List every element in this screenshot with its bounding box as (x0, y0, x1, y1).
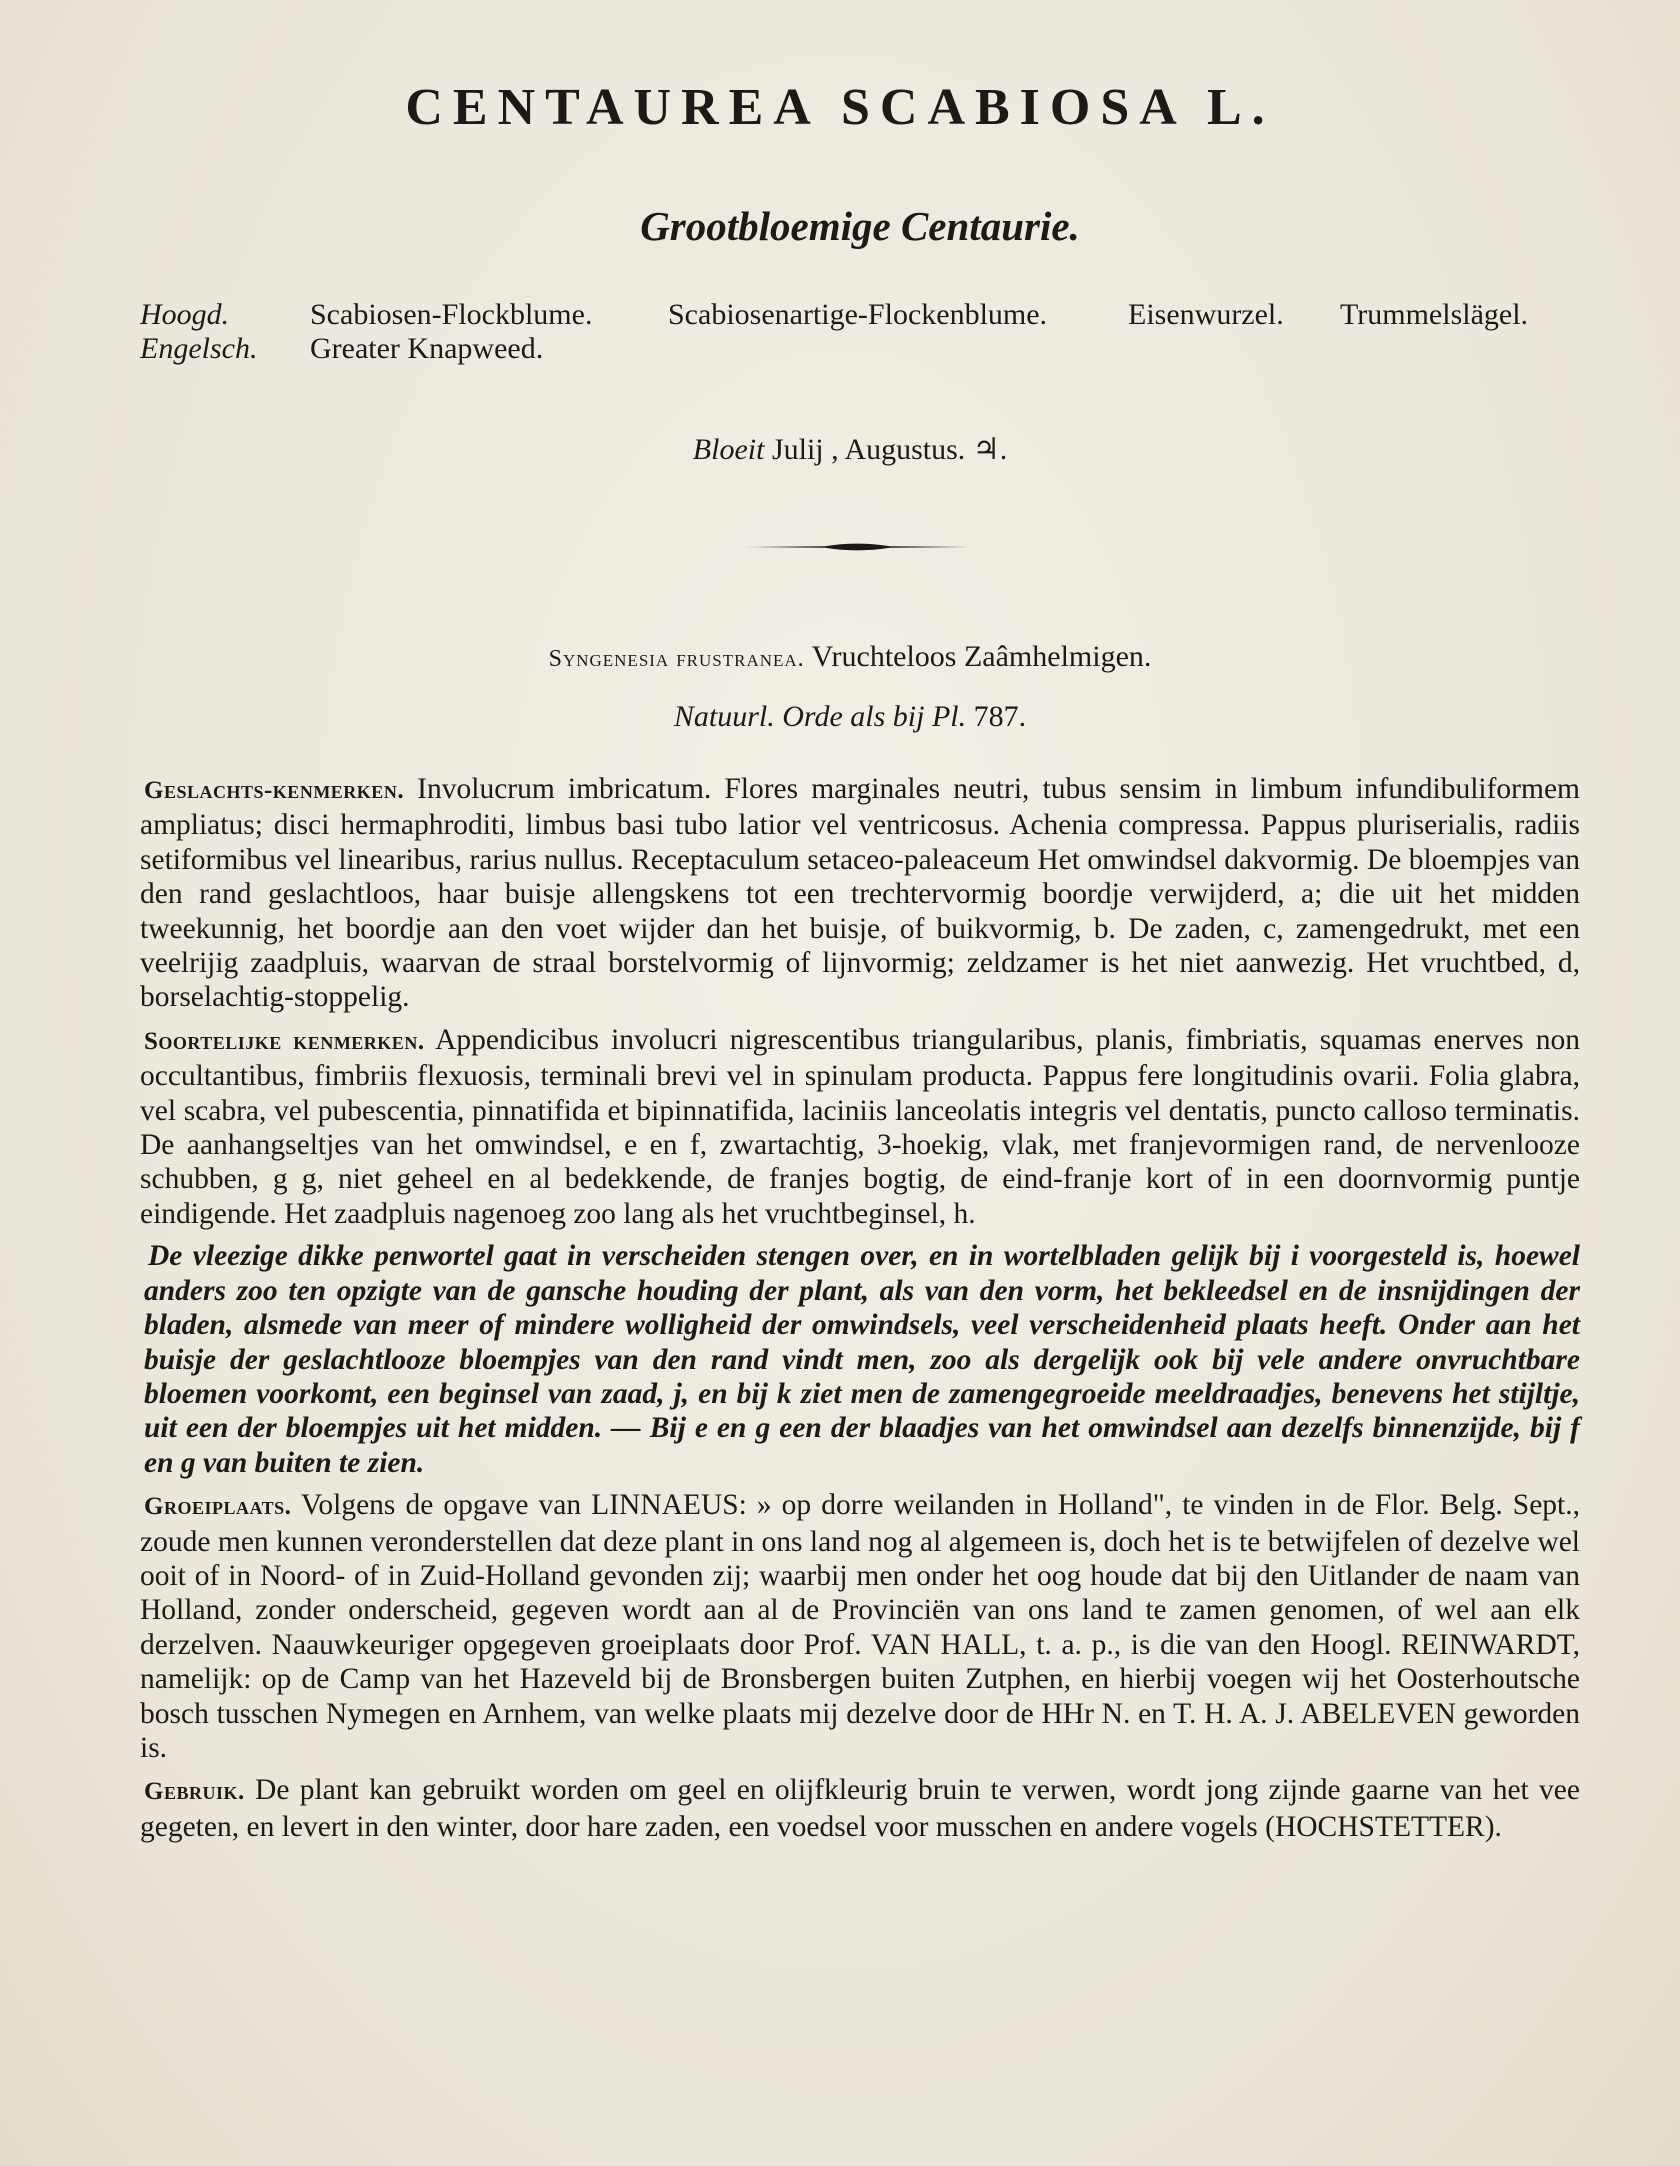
section-heading: Groeiplaats. (144, 1493, 292, 1521)
vernacular-name: Greater Knapweed. (310, 332, 544, 365)
page-title: CENTAUREA SCABIOSA L. (405, 79, 1275, 136)
section-heading: Soortelijke kenmerken. (144, 1027, 425, 1055)
class-dutch: Vruchteloos Zaâmhelmigen. (804, 640, 1152, 673)
linnaean-class (0, 640, 1680, 674)
ornamental-rule (745, 540, 970, 554)
order-number: 787. (973, 700, 1027, 733)
natural-order (0, 700, 1680, 734)
bloom-period (0, 432, 1680, 467)
section-heading: Geslachts-kenmerken. (144, 777, 405, 804)
section-text: Involucrum imbricatum. Flores marginales neutri, tubus sensim in limbum infundibuliformem ampliatus; disci hermaphroditi, limbus basi tubo latior vel ventricosus. Achenia compressa. Pappus pluriserialis, radiis setiformibus vel linearibus, rarius nullus. Receptaculum setaceo-paleaceum Het omwindsel dakvormig. De bloempjes van den rand geslachtloos, haar buisje allengskens tot een trechtervormig boordje verwijderd, a; die uit het midden tweekunnig, het boordje aan den voet wijder dan het buisje, of buikvormig, b. De zaden, c, zamengedrukt, met een veelrijig zaadpluis, waarvan de straal borstelvormig of lijnvormig; zeldzamer is het niet aanwezig. Het vruchtbed, d, borselachtig-stoppelig. (140, 773, 1580, 1014)
order-text: Natuurl. Orde als bij Pl. (673, 700, 974, 733)
dutch-name: Grootbloemige Centaurie. (640, 203, 1080, 249)
habitat (140, 1488, 1580, 1765)
vernacular-row-german (140, 298, 1560, 332)
vernacular-name: Scabiosen-Flockblume. (310, 298, 593, 331)
section-text: Volgens de opgave van LINNAEUS: » op dorre weilanden in Holland", te vinden in de Flor. Belg. Sept., zoude men kunnen veronderstellen dat deze plant in ons land nog al algemeen is, doch het is te betwijfelen of dezelve wel ooit of in Noord- of in Zuid-Holland gevonden zij; waarbij men onder het oog houde dat bij den Uitlander de naam van Holland, zonder onderscheid, gegeven wordt aan al de Provinciën van ons land te zamen genomen, of wel aan elk derzelven. Naauwkeuriger opgegeven groeiplaats door Prof. VAN HALL, t. a. p., is die van den Hoogl. REINWARDT, namelijk: op de Camp van het Hazeveld bij de Bronsbergen buiten Zutphen, en hierbij voegen wij het Oosterhoutsche bosch tusschen Nymegen en Arnhem, van welke plaats mij dezelve door de HHr N. en T. H. A. J. ABELEVEN geworden is. (140, 1489, 1580, 1764)
genus-characters (140, 772, 1580, 1015)
vernacular-names (140, 298, 1560, 366)
vernacular-name: Scabiosenartige-Flockenblume. (668, 298, 1048, 331)
vernacular-row-english (140, 332, 1560, 366)
bloom-label: Bloeit (692, 433, 765, 466)
section-text: De plant kan gebruikt worden om geel en olijfkleurig bruin te verwen, wordt jong zijnde gaarne van het vee gegeten, en levert in den winter, door hare zaden, een voedsel voor musschen en andere vogels (HOCHSTETTER). (140, 1774, 1580, 1843)
description-body (140, 772, 1580, 1852)
section-heading: Gebruik. (144, 1778, 245, 1806)
section-text: Appendicibus involucri nigrescentibus triangularibus, planis, fimbriatis, squamas enerves non occultantibus, fimbriis flexuosis, terminali brevi vel in spinulam producta. Pappus fere longitudinis ovarii. Folia glabra, vel scabra, vel pubescentia, pinnatifida et bipinnatifida, laciniis lanceolatis integris vel dentatis, puncto calloso terminatis. De aanhangseltjes van het omwindsel, e en f, zwartachtig, 3-hoekig, vlak, met franjevormigen rand, de nervenlooze schubben, g g, niet geheel en al bedekkende, de franjes bogtig, de eind-franje kort of in een doornvormig puntje eindigende. Het zaadpluis nagenoeg zoo lang als het vruchtbeginsel, h. (140, 1023, 1581, 1230)
vernacular-name: Trummelslägel. (1340, 298, 1529, 331)
language-label: Hoogd. (140, 298, 230, 331)
species-characters (140, 1023, 1580, 1231)
vernacular-name: Eisenwurzel. (1128, 298, 1284, 331)
class-name: Syngenesia frustranea. (548, 646, 805, 672)
figure-notes: De vleezige dikke penwortel gaat in verscheiden stengen over, en in wortelbladen gelijk bij i voorgesteld is, hoewel anders zoo ten opzigte van de gansche houding der plant, als van den vorm, het bekleedsel en de insnijdingen der bladen, alsmede van meer of mindere wolligheid der omwindsels, veel verscheidenheid plaats heeft. Onder aan het buisje der geslachtlooze bloempjes van den rand vindt men, zoo als dergelijk ook bij vele andere onvruchtbare bloemen voorkomt, een beginsel van zaad, j, en bij k ziet men de zamengegroeide meeldraadjes, benevens het stijltje, uit een der bloempjes uit het midden. — Bij e en g een der blaadjes van het omwindsel aan dezelfs binnenzijde, bij f en g van buiten te zien. (144, 1240, 1580, 1479)
usage (140, 1773, 1580, 1844)
bloom-months: Julij , Augustus. ♃. (764, 433, 1008, 466)
language-label: Engelsch. (140, 332, 258, 365)
